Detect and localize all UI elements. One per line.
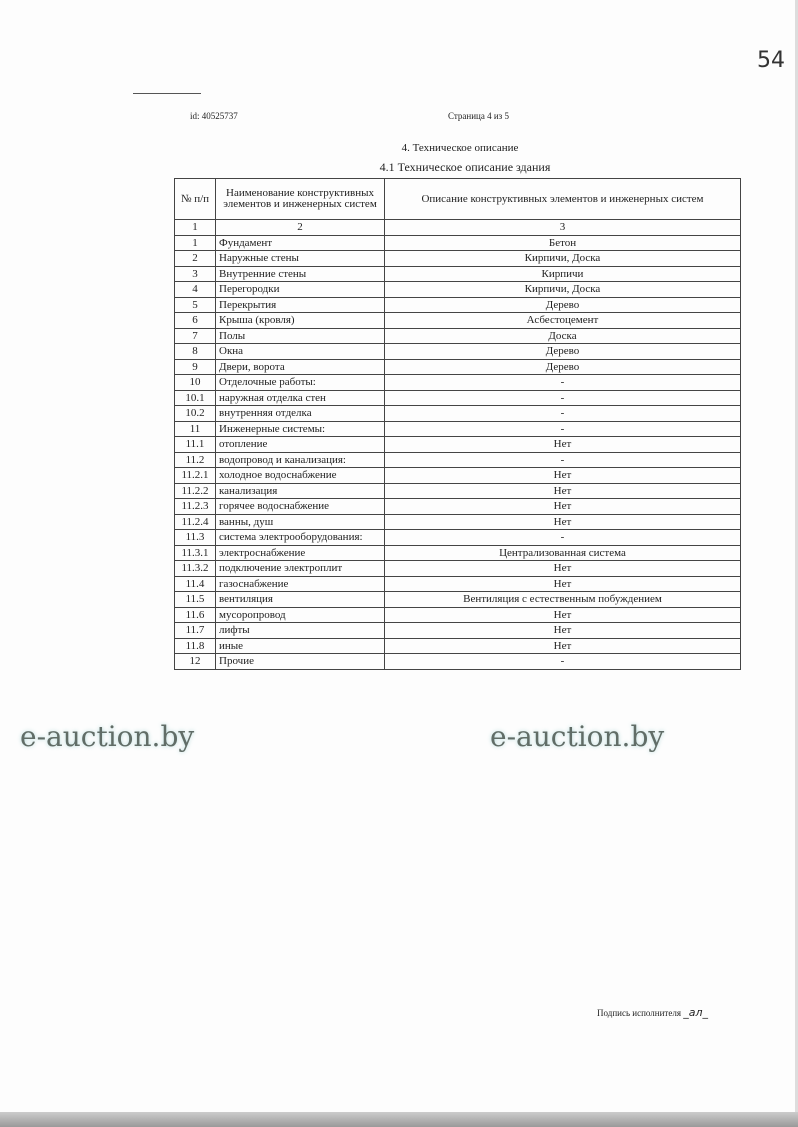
- element-description: Нет: [385, 468, 741, 484]
- table-row: [175, 623, 741, 639]
- signature-label: Подпись исполнителя: [597, 1008, 681, 1018]
- element-name: Крыша (кровля): [216, 313, 385, 329]
- element-description: Вентиляция с естественным побуждением: [385, 592, 741, 608]
- row-number: 11.2.3: [175, 499, 216, 515]
- row-number: 11.3.1: [175, 545, 216, 561]
- element-description: Нет: [385, 623, 741, 639]
- element-description: Дерево: [385, 344, 741, 360]
- element-name: Прочие: [216, 654, 385, 670]
- element-name: Наружные стены: [216, 251, 385, 267]
- row-number: 10: [175, 375, 216, 391]
- element-description: Нет: [385, 561, 741, 577]
- element-name: Инженерные системы:: [216, 421, 385, 437]
- header-number: № п/п: [175, 179, 216, 220]
- element-description: -: [385, 421, 741, 437]
- element-description: Дерево: [385, 297, 741, 313]
- table-row: [175, 499, 741, 515]
- row-number: 6: [175, 313, 216, 329]
- element-description: -: [385, 390, 741, 406]
- table-row: [175, 406, 741, 422]
- row-number: 7: [175, 328, 216, 344]
- table-row: [175, 282, 741, 298]
- row-number: 11.2.4: [175, 514, 216, 530]
- element-description: Нет: [385, 514, 741, 530]
- table-row: [175, 297, 741, 313]
- row-number: 12: [175, 654, 216, 670]
- element-name: лифты: [216, 623, 385, 639]
- table-row: [175, 266, 741, 282]
- row-number: 11.7: [175, 623, 216, 639]
- row-number: 11.8: [175, 638, 216, 654]
- technical-description-table: [174, 178, 741, 670]
- element-name: внутренняя отделка: [216, 406, 385, 422]
- row-number: 11: [175, 421, 216, 437]
- table-row: [175, 514, 741, 530]
- col-number: 2: [216, 220, 385, 236]
- element-name: водопровод и канализация:: [216, 452, 385, 468]
- row-number: 9: [175, 359, 216, 375]
- col-number: 1: [175, 220, 216, 236]
- handwritten-page-number: 54: [757, 48, 785, 73]
- table-row: [175, 344, 741, 360]
- section-subtitle: 4.1 Техническое описание здания: [379, 160, 551, 174]
- table-header-row: [175, 179, 741, 220]
- table-row: [175, 607, 741, 623]
- page-indicator: Страница 4 из 5: [448, 111, 509, 121]
- element-description: -: [385, 452, 741, 468]
- row-number: 4: [175, 282, 216, 298]
- row-number: 10.2: [175, 406, 216, 422]
- table-row: [175, 359, 741, 375]
- row-number: 11.3: [175, 530, 216, 546]
- row-number: 11.2: [175, 452, 216, 468]
- signature: _ал_: [683, 1006, 709, 1019]
- column-number-row: [175, 220, 741, 236]
- watermark: e-auction.by: [490, 720, 665, 753]
- divider: [133, 93, 201, 94]
- element-description: -: [385, 654, 741, 670]
- element-name: холодное водоснабжение: [216, 468, 385, 484]
- element-name: Перегородки: [216, 282, 385, 298]
- element-description: Дерево: [385, 359, 741, 375]
- element-name: Отделочные работы:: [216, 375, 385, 391]
- row-number: 3: [175, 266, 216, 282]
- row-number: 11.2.2: [175, 483, 216, 499]
- element-name: мусоропровод: [216, 607, 385, 623]
- table-row: [175, 654, 741, 670]
- element-name: Окна: [216, 344, 385, 360]
- element-description: Кирпичи, Доска: [385, 282, 741, 298]
- element-name: система электрооборудования:: [216, 530, 385, 546]
- element-name: иные: [216, 638, 385, 654]
- element-description: Нет: [385, 638, 741, 654]
- element-description: Централизованная система: [385, 545, 741, 561]
- element-description: Нет: [385, 607, 741, 623]
- row-number: 11.2.1: [175, 468, 216, 484]
- element-description: Бетон: [385, 235, 741, 251]
- element-name: газоснабжение: [216, 576, 385, 592]
- element-name: Двери, ворота: [216, 359, 385, 375]
- table-row: [175, 390, 741, 406]
- table-row: [175, 638, 741, 654]
- table-row: [175, 313, 741, 329]
- element-name: Фундамент: [216, 235, 385, 251]
- element-name: подключение электроплит: [216, 561, 385, 577]
- row-number: 1: [175, 235, 216, 251]
- header-description: Описание конструктивных элементов и инженерных систем: [385, 179, 741, 220]
- row-number: 11.4: [175, 576, 216, 592]
- table-row: [175, 468, 741, 484]
- row-number: 11.3.2: [175, 561, 216, 577]
- row-number: 11.1: [175, 437, 216, 453]
- element-description: -: [385, 530, 741, 546]
- element-name: Внутренние стены: [216, 266, 385, 282]
- element-name: вентиляция: [216, 592, 385, 608]
- element-description: Асбестоцемент: [385, 313, 741, 329]
- element-name: ванны, душ: [216, 514, 385, 530]
- table-row: [175, 251, 741, 267]
- element-name: горячее водоснабжение: [216, 499, 385, 515]
- col-number: 3: [385, 220, 741, 236]
- table-row: [175, 576, 741, 592]
- table-row: [175, 452, 741, 468]
- row-number: 10.1: [175, 390, 216, 406]
- element-name: Перекрытия: [216, 297, 385, 313]
- element-name: электроснабжение: [216, 545, 385, 561]
- table-row: [175, 592, 741, 608]
- table-row: [175, 530, 741, 546]
- element-description: Нет: [385, 576, 741, 592]
- element-description: Нет: [385, 437, 741, 453]
- row-number: 2: [175, 251, 216, 267]
- element-name: Полы: [216, 328, 385, 344]
- row-number: 11.6: [175, 607, 216, 623]
- row-number: 8: [175, 344, 216, 360]
- table-row: [175, 483, 741, 499]
- section-title: 4. Техническое описание: [401, 142, 519, 154]
- element-name: отопление: [216, 437, 385, 453]
- table-row: [175, 561, 741, 577]
- document-id: id: 40525737: [190, 111, 238, 121]
- element-name: наружная отделка стен: [216, 390, 385, 406]
- element-name: канализация: [216, 483, 385, 499]
- table-row: [175, 437, 741, 453]
- header-element-name: Наименование конструктивных элементов и инженерных систем: [216, 179, 385, 220]
- element-description: -: [385, 375, 741, 391]
- table-row: [175, 328, 741, 344]
- table-row: [175, 545, 741, 561]
- table-row: [175, 421, 741, 437]
- element-description: -: [385, 406, 741, 422]
- element-description: Доска: [385, 328, 741, 344]
- element-description: Нет: [385, 483, 741, 499]
- element-description: Нет: [385, 499, 741, 515]
- watermark: e-auction.by: [20, 720, 195, 753]
- element-description: Кирпичи: [385, 266, 741, 282]
- scan-edge: [0, 1112, 798, 1127]
- row-number: 11.5: [175, 592, 216, 608]
- table-row: [175, 375, 741, 391]
- signature-line: [597, 1006, 708, 1019]
- element-description: Кирпичи, Доска: [385, 251, 741, 267]
- table-row: [175, 235, 741, 251]
- row-number: 5: [175, 297, 216, 313]
